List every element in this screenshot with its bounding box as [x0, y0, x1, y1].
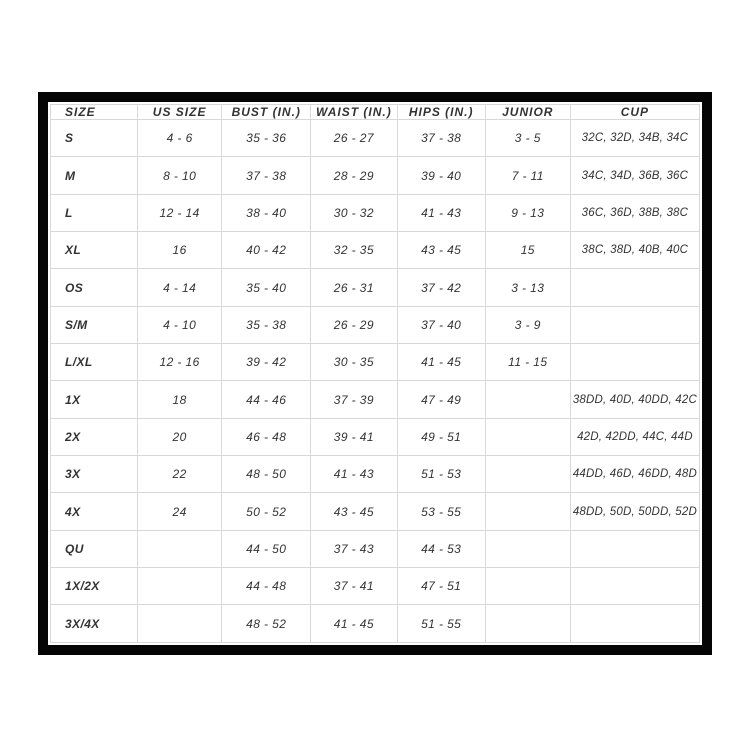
- value-cell: 44 - 53: [397, 530, 485, 567]
- value-cell: 47 - 49: [397, 381, 485, 418]
- size-label-cell: 1X/2X: [51, 568, 138, 605]
- table-row: [51, 269, 700, 306]
- table-row: [51, 344, 700, 381]
- value-cell: 48DD, 50D, 50DD, 52D: [570, 493, 699, 530]
- table-row: [51, 120, 700, 157]
- size-label-cell: 3X: [51, 456, 138, 493]
- value-cell: [570, 306, 699, 343]
- column-header-cup: CUP: [570, 105, 699, 120]
- value-cell: 4 - 6: [137, 120, 221, 157]
- value-cell: [570, 269, 699, 306]
- column-header-hips: HIPS (IN.): [397, 105, 485, 120]
- size-label-cell: 3X/4X: [51, 605, 138, 643]
- value-cell: 48 - 52: [222, 605, 311, 643]
- value-cell: 51 - 55: [397, 605, 485, 643]
- black-border-frame: [38, 92, 712, 655]
- value-cell: 41 - 43: [311, 456, 397, 493]
- table-row: [51, 232, 700, 269]
- value-cell: 4 - 14: [137, 269, 221, 306]
- value-cell: 43 - 45: [397, 232, 485, 269]
- value-cell: 37 - 38: [397, 120, 485, 157]
- size-label-cell: QU: [51, 530, 138, 567]
- value-cell: 32 - 35: [311, 232, 397, 269]
- table-row: [51, 157, 700, 194]
- column-header-bust: BUST (IN.): [222, 105, 311, 120]
- size-label-cell: OS: [51, 269, 138, 306]
- value-cell: 32C, 32D, 34B, 34C: [570, 120, 699, 157]
- value-cell: 26 - 31: [311, 269, 397, 306]
- value-cell: 37 - 39: [311, 381, 397, 418]
- value-cell: 11 - 15: [485, 344, 570, 381]
- value-cell: 39 - 42: [222, 344, 311, 381]
- table-row: [51, 530, 700, 567]
- value-cell: 35 - 38: [222, 306, 311, 343]
- value-cell: 41 - 43: [397, 194, 485, 231]
- value-cell: 34C, 34D, 36B, 36C: [570, 157, 699, 194]
- value-cell: 49 - 51: [397, 418, 485, 455]
- value-cell: [570, 344, 699, 381]
- value-cell: 3 - 13: [485, 269, 570, 306]
- table-body: [51, 120, 700, 643]
- size-label-cell: S: [51, 120, 138, 157]
- value-cell: 24: [137, 493, 221, 530]
- size-chart-table: [50, 104, 700, 643]
- size-label-cell: 4X: [51, 493, 138, 530]
- value-cell: [137, 605, 221, 643]
- value-cell: 7 - 11: [485, 157, 570, 194]
- table-container: [48, 102, 702, 645]
- value-cell: 44DD, 46D, 46DD, 48D: [570, 456, 699, 493]
- value-cell: [485, 605, 570, 643]
- value-cell: 12 - 16: [137, 344, 221, 381]
- value-cell: [570, 605, 699, 643]
- value-cell: 4 - 10: [137, 306, 221, 343]
- value-cell: 50 - 52: [222, 493, 311, 530]
- value-cell: 40 - 42: [222, 232, 311, 269]
- value-cell: 47 - 51: [397, 568, 485, 605]
- value-cell: 39 - 40: [397, 157, 485, 194]
- table-row: [51, 456, 700, 493]
- value-cell: 20: [137, 418, 221, 455]
- value-cell: [485, 493, 570, 530]
- header-row: [51, 105, 700, 120]
- value-cell: 35 - 40: [222, 269, 311, 306]
- size-label-cell: L: [51, 194, 138, 231]
- value-cell: 35 - 36: [222, 120, 311, 157]
- value-cell: 37 - 38: [222, 157, 311, 194]
- size-label-cell: XL: [51, 232, 138, 269]
- column-header-size: SIZE: [51, 105, 138, 120]
- value-cell: 38DD, 40D, 40DD, 42C: [570, 381, 699, 418]
- value-cell: [137, 530, 221, 567]
- value-cell: 30 - 32: [311, 194, 397, 231]
- column-header-junior: JUNIOR: [485, 105, 570, 120]
- value-cell: 53 - 55: [397, 493, 485, 530]
- value-cell: 44 - 50: [222, 530, 311, 567]
- column-header-us-size: US SIZE: [137, 105, 221, 120]
- size-label-cell: L/XL: [51, 344, 138, 381]
- table-row: [51, 381, 700, 418]
- value-cell: 8 - 10: [137, 157, 221, 194]
- column-header-waist: WAIST (IN.): [311, 105, 397, 120]
- value-cell: [485, 418, 570, 455]
- value-cell: 44 - 46: [222, 381, 311, 418]
- value-cell: 22: [137, 456, 221, 493]
- value-cell: 16: [137, 232, 221, 269]
- value-cell: 28 - 29: [311, 157, 397, 194]
- table-row: [51, 568, 700, 605]
- value-cell: 37 - 42: [397, 269, 485, 306]
- value-cell: 37 - 41: [311, 568, 397, 605]
- value-cell: 38C, 38D, 40B, 40C: [570, 232, 699, 269]
- value-cell: [485, 381, 570, 418]
- value-cell: 9 - 13: [485, 194, 570, 231]
- value-cell: [485, 456, 570, 493]
- table-row: [51, 418, 700, 455]
- value-cell: 39 - 41: [311, 418, 397, 455]
- size-label-cell: M: [51, 157, 138, 194]
- value-cell: 42D, 42DD, 44C, 44D: [570, 418, 699, 455]
- value-cell: [570, 530, 699, 567]
- table-row: [51, 493, 700, 530]
- value-cell: 18: [137, 381, 221, 418]
- value-cell: 26 - 27: [311, 120, 397, 157]
- value-cell: 12 - 14: [137, 194, 221, 231]
- value-cell: 36C, 36D, 38B, 38C: [570, 194, 699, 231]
- size-label-cell: 2X: [51, 418, 138, 455]
- size-label-cell: 1X: [51, 381, 138, 418]
- table-row: [51, 605, 700, 643]
- value-cell: 37 - 43: [311, 530, 397, 567]
- value-cell: 41 - 45: [311, 605, 397, 643]
- value-cell: 30 - 35: [311, 344, 397, 381]
- value-cell: 38 - 40: [222, 194, 311, 231]
- value-cell: [137, 568, 221, 605]
- value-cell: 41 - 45: [397, 344, 485, 381]
- table-row: [51, 306, 700, 343]
- value-cell: 43 - 45: [311, 493, 397, 530]
- value-cell: [485, 568, 570, 605]
- value-cell: 37 - 40: [397, 306, 485, 343]
- value-cell: 48 - 50: [222, 456, 311, 493]
- value-cell: 3 - 9: [485, 306, 570, 343]
- value-cell: 51 - 53: [397, 456, 485, 493]
- table-row: [51, 194, 700, 231]
- value-cell: 3 - 5: [485, 120, 570, 157]
- value-cell: [570, 568, 699, 605]
- value-cell: 26 - 29: [311, 306, 397, 343]
- size-label-cell: S/M: [51, 306, 138, 343]
- value-cell: 44 - 48: [222, 568, 311, 605]
- value-cell: 15: [485, 232, 570, 269]
- value-cell: [485, 530, 570, 567]
- value-cell: 46 - 48: [222, 418, 311, 455]
